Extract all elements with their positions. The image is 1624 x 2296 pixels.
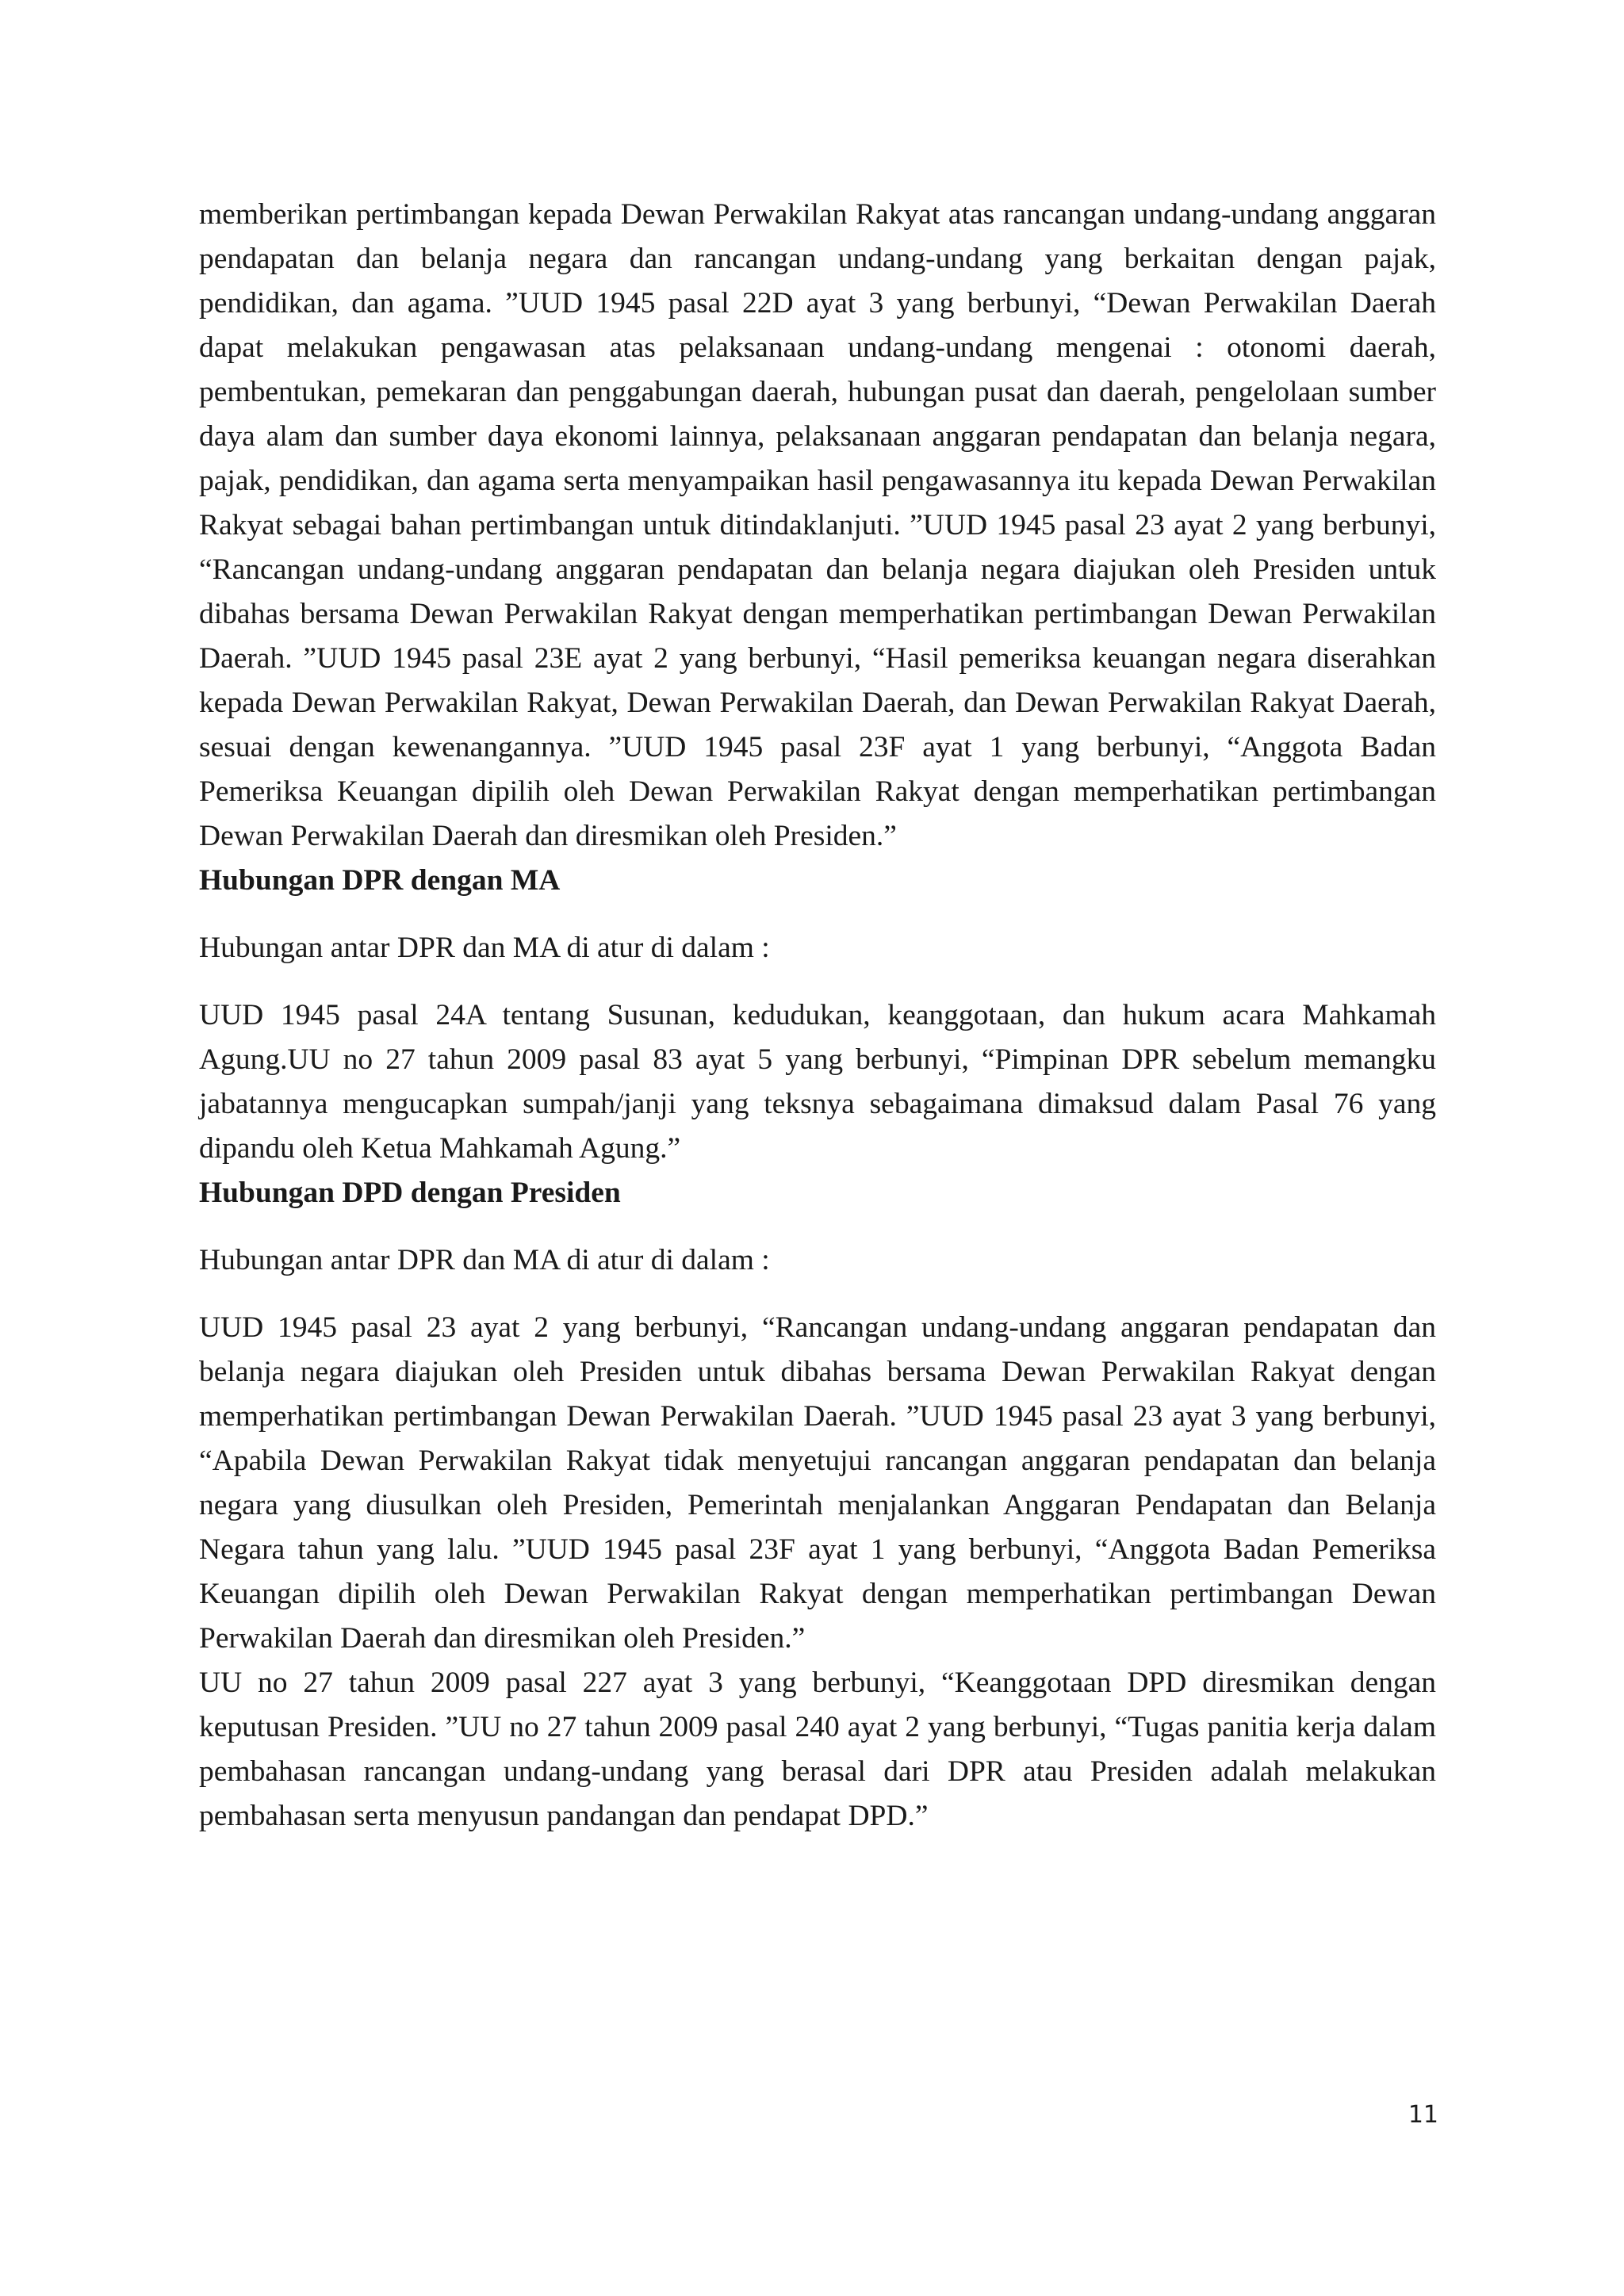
page-number: 11 xyxy=(1408,2101,1438,2129)
intro-paragraph: Hubungan antar DPR dan MA di atur di dalam : xyxy=(199,1244,770,1276)
section-heading: Hubungan DPD dengan Presiden xyxy=(199,1177,621,1209)
section-heading: Hubungan DPR dengan MA xyxy=(199,864,561,897)
body-paragraph: UUD 1945 pasal 24A tentang Susunan, kedudukan, keanggotaan, dan hukum acara Mahkamah Agung.UU no 27 tahun 2009 pasal 83 ayat 5 yang berbunyi, “Pimpinan DPR sebelum memangku jabatannya mengucapkan sumpah/janji yang teksnya sebagaimana dimaksud dalam Pasal 76 yang dipandu oleh Ketua Mahkamah Agung.” xyxy=(199,999,1436,1165)
body-paragraph: memberikan pertimbangan kepada Dewan Perwakilan Rakyat atas rancangan undang-undang anggaran pendapatan dan belanja negara dan rancangan undang-undang yang berkaitan dengan pajak, pendidikan, dan agama. ”UUD 1945 pasal 22D ayat 3 yang berbunyi, “Dewan Perwakilan Daerah dapat melakukan pengawasan atas pelaksanaan undang-undang mengenai : otonomi daerah, pembentukan, pemekaran dan penggabungan daerah, hubungan pusat dan daerah, pengelolaan sumber daya alam dan sumber daya ekonomi lainnya, pelaksanaan anggaran pendapatan dan belanja negara, pajak, pendidikan, dan agama serta menyampaikan hasil pengawasannya itu kepada Dewan Perwakilan Rakyat sebagai bahan pertimbangan untuk ditindaklanjuti. ”UUD 1945 pasal 23 ayat 2 yang berbunyi, “Rancangan undang-undang anggaran pendapatan dan belanja negara diajukan oleh Presiden untuk dibahas bersama Dewan Perwakilan Rakyat dengan memperhatikan pertimbangan Dewan Perwakilan Daerah. ”UUD 1945 pasal 23E ayat 2 yang berbunyi, “Hasil pemeriksa keuangan negara diserahkan kepada Dewan Perwakilan Rakyat, Dewan Perwakilan Daerah, dan Dewan Perwakilan Rakyat Daerah, sesuai dengan kewenangannya. ”UUD 1945 pasal 23F ayat 1 yang berbunyi, “Anggota Badan Pemeriksa Keuangan dipilih oleh Dewan Perwakilan Rakyat dengan memperhatikan pertimbangan Dewan Perwakilan Daerah dan diresmikan oleh Presiden.” xyxy=(199,198,1436,852)
page-content xyxy=(199,193,1436,1839)
intro-paragraph: Hubungan antar DPR dan MA di atur di dalam : xyxy=(199,932,770,964)
body-paragraph: UU no 27 tahun 2009 pasal 227 ayat 3 yang berbunyi, “Keanggotaan DPD diresmikan dengan keputusan Presiden. ”UU no 27 tahun 2009 pasal 240 ayat 2 yang berbunyi, “Tugas panitia kerja dalam pembahasan rancangan undang-undang yang berasal dari DPR atau Presiden adalah melakukan pembahasan serta menyusun pandangan dan pendapat DPD.” xyxy=(199,1667,1436,1832)
body-paragraph: UUD 1945 pasal 23 ayat 2 yang berbunyi, “Rancangan undang-undang anggaran pendapatan dan belanja negara diajukan oleh Presiden untuk dibahas bersama Dewan Perwakilan Rakyat dengan memperhatikan pertimbangan Dewan Perwakilan Daerah. ”UUD 1945 pasal 23 ayat 3 yang berbunyi, “Apabila Dewan Perwakilan Rakyat tidak menyetujui rancangan anggaran pendapatan dan belanja negara yang diusulkan oleh Presiden, Pemerintah menjalankan Anggaran Pendapatan dan Belanja Negara tahun yang lalu. ”UUD 1945 pasal 23F ayat 1 yang berbunyi, “Anggota Badan Pemeriksa Keuangan dipilih oleh Dewan Perwakilan Rakyat dengan memperhatikan pertimbangan Dewan Perwakilan Daerah dan diresmikan oleh Presiden.” xyxy=(199,1311,1436,1655)
